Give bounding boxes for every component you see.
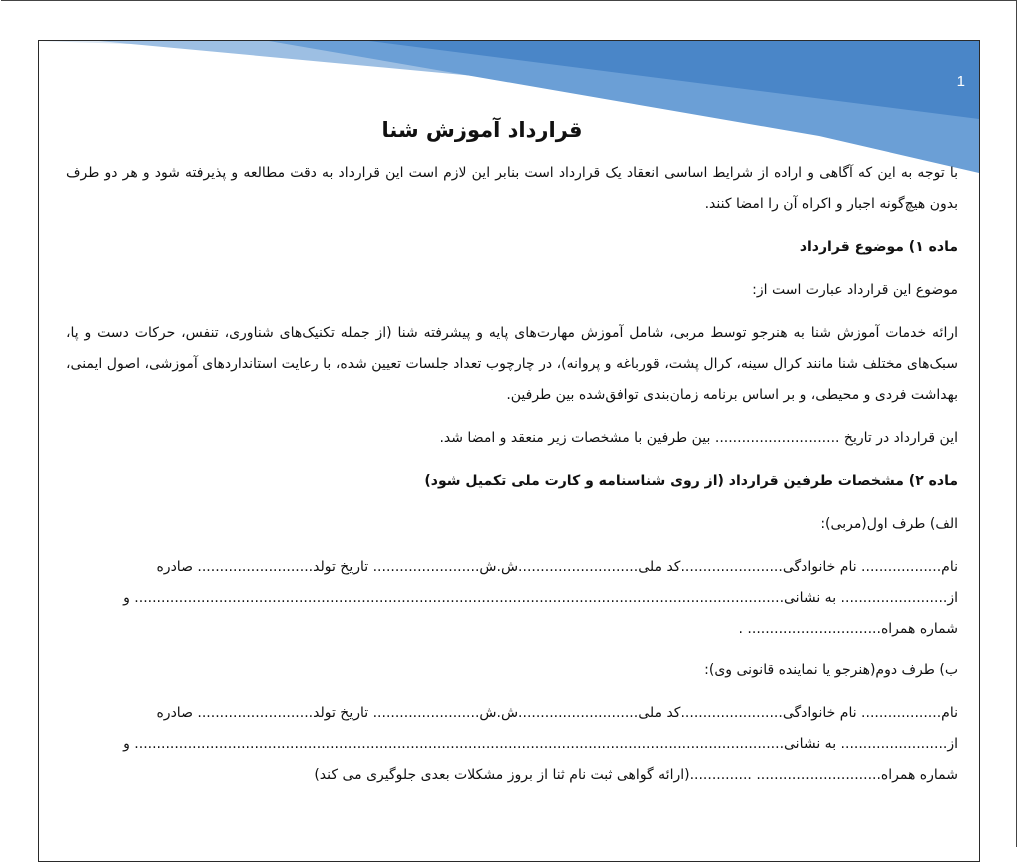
article1-date-line: این قرارداد در تاریخ ............................ بین طرفین با مشخصات زیر منعقد و امضا شد. xyxy=(439,430,958,446)
party-a-line2: از........................ به نشانی.................................................................................................................................................. و xyxy=(123,590,958,606)
party-a-label: الف) طرف اول(مربی): xyxy=(820,516,958,532)
article1-lead: موضوع این قرارداد عبارت است از: xyxy=(752,282,958,298)
party-b-line3: شماره همراه............................ ..............(ارائه گواهی ثبت نام ثنا از بروز مشکلات بعدی جلوگیری می کند) xyxy=(314,767,958,783)
article1-heading: ماده ۱) موضوع قرارداد xyxy=(799,239,958,255)
page-number: 1 xyxy=(956,73,965,90)
party-b-line1: نام.................. نام خانوادگی.......................کد ملی...........................ش.ش........................ تاریخ تولد.......................... صادره xyxy=(156,705,958,721)
document-title: قرارداد آموزش شنا xyxy=(381,118,583,142)
document-content xyxy=(66,112,958,791)
party-b-label: ب) طرف دوم(هنرجو یا نماینده قانونی وی): xyxy=(704,662,958,678)
article1-body: ارائه خدمات آموزش شنا به هنرجو توسط مربی، شامل آموزش مهارت‌های پایه و پیشرفته شنا (از جمله تکنیک‌های شناوری، تنفس، حرکات دست و پا، سبک‌های مختلف شنا مانند کرال سینه، کرال پشت، قورباغه و پروانه)، در چارچوب تعداد جلسات تعیین شده، با رعایت استانداردهای آموزشی، اصول ایمنی، بهداشت فردی و محیطی، و بر اساس برنامه زمان‌بندی توافق‌شده بین طرفین. xyxy=(66,325,958,403)
party-b-line2: از........................ به نشانی.................................................................................................................................................. و xyxy=(123,736,958,752)
article2-heading: ماده ۲) مشخصات طرفین قرارداد (از روی شناسنامه و کارت ملی تکمیل شود) xyxy=(424,473,958,489)
party-a-line1: نام.................. نام خانوادگی.......................کد ملی...........................ش.ش........................ تاریخ تولد.......................... صادره xyxy=(156,559,958,575)
intro-paragraph: با توجه به این که آگاهی و اراده از شرایط اساسی انعقاد یک قرارداد است بنابر این لازم است این قرارداد به دقت مطالعه و پذیرفته شود و هر دو طرف بدون هیچ‌گونه اجبار و اکراه آن را امضا کنند. xyxy=(66,165,958,212)
party-a-line3: شماره همراه.............................. . xyxy=(738,621,958,637)
